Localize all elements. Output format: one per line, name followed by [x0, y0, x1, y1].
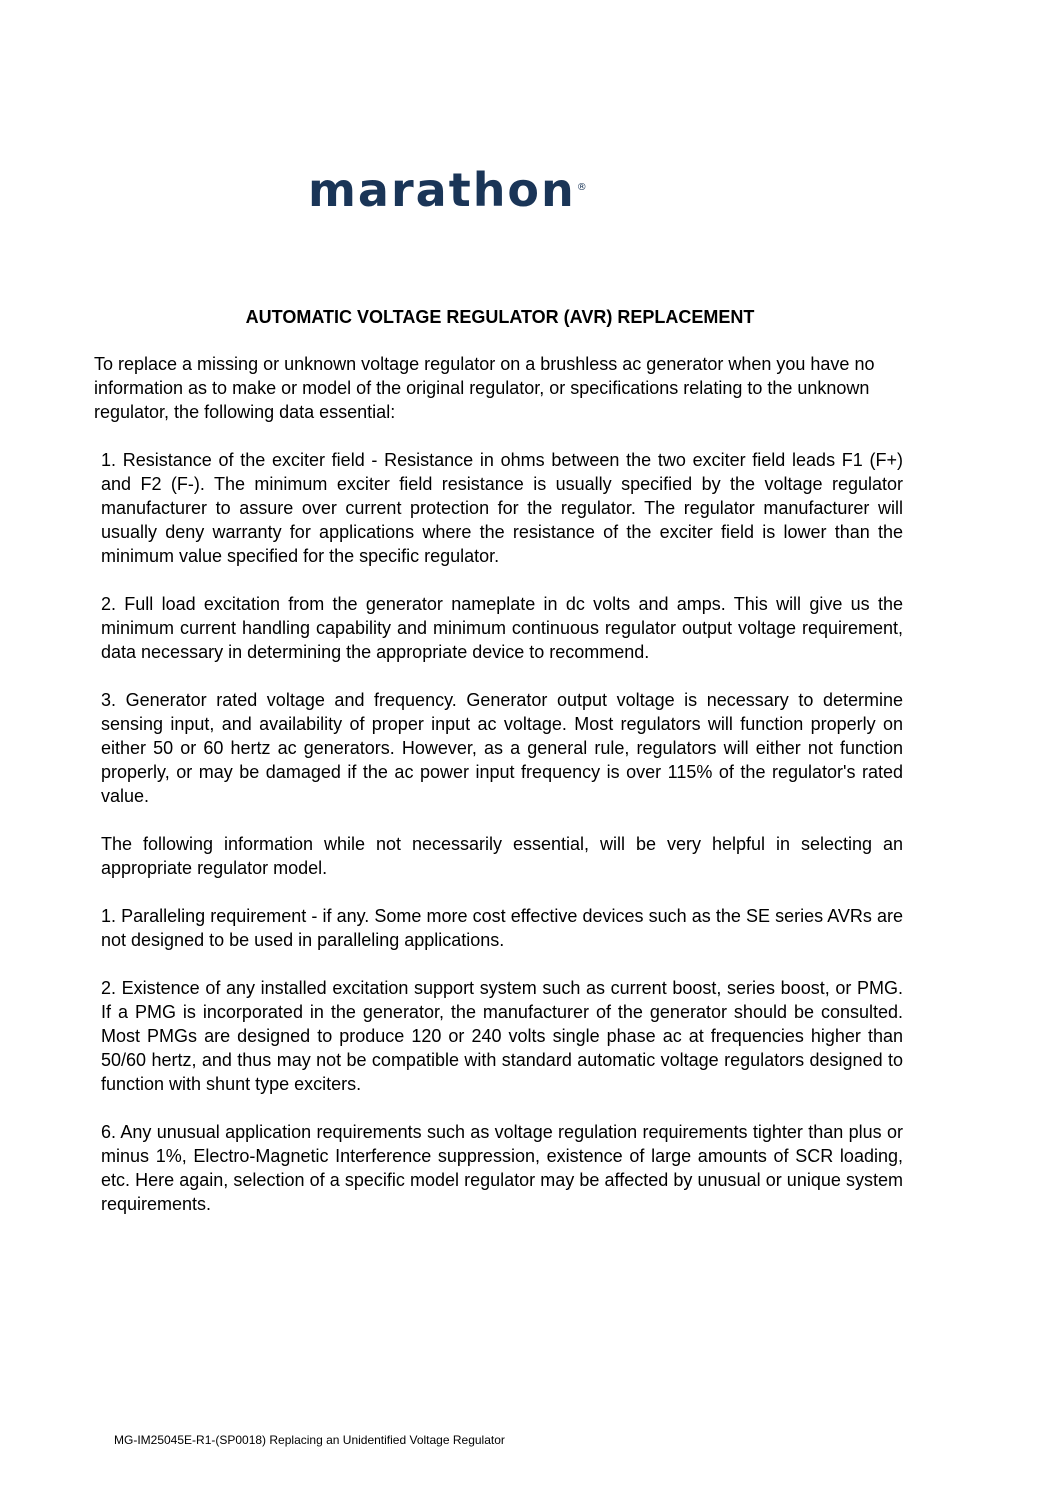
marathon-logo [308, 160, 587, 220]
paragraph-rated-voltage: 3. Generator rated voltage and frequency. Generator output voltage is necessary to determine sensing input, and availability of proper input ac voltage. Most regulators will function properly on either 50 or 60 hertz ac generators. However, as a general rule, regulators will either not function properly, or may be damaged if the ac power input frequency is over 115% of the regulator's rated value. [101, 690, 903, 806]
paragraph-full-load-excitation: 2. Full load excitation from the generator nameplate in dc volts and amps. This will give us the minimum current handling capability and minimum continuous regulator output voltage requirement, data necessary in determining the appropriate device to recommend. [101, 594, 903, 662]
logo-wordmark: marathon [308, 163, 576, 217]
paragraph-unusual-requirements: 6. Any unusual application requirements such as voltage regulation requirements tighter than plus or minus 1%, Electro-Magnetic Interference suppression, existence of large amounts of SCR loading, etc. Here again, selection of a specific model regulator may be affected by unusual or unique system requirements. [101, 1122, 903, 1214]
intro-paragraph: To replace a missing or unknown voltage regulator on a brushless ac generator when you have no information as to make or model of the original regulator, or specifications relating to the unknown regulator, the following data essential: [94, 354, 875, 422]
paragraph-helpful-info: The following information while not necessarily essential, will be very helpful in selecting an appropriate regulator model. [101, 834, 903, 878]
document-footer: MG-IM25045E-R1-(SP0018) Replacing an Unidentified Voltage Regulator [114, 1433, 505, 1447]
document-title: AUTOMATIC VOLTAGE REGULATOR (AVR) REPLACEMENT [245, 307, 755, 327]
paragraph-exciter-resistance: 1. Resistance of the exciter field - Resistance in ohms between the two exciter field leads F1 (F+) and F2 (F-). The minimum exciter field resistance is usually specified by the voltage regulator manufacturer to assure over current protection for the regulator. The regulator manufacturer will usually deny warranty for applications where the resistance of the exciter field is lower than the minimum value specified for the specific regulator. [101, 450, 903, 566]
registered-mark: ® [576, 182, 587, 193]
paragraph-excitation-support: 2. Existence of any installed excitation support system such as current boost, series boost, or PMG. If a PMG is incorporated in the generator, the manufacturer of the generator should be consulted. Most PMGs are designed to produce 120 or 240 volts single phase ac at frequencies higher than 50/60 hertz, and thus may not be compatible with standard automatic voltage regulators designed to function with shunt type exciters. [101, 978, 903, 1094]
paragraph-paralleling: 1. Paralleling requirement - if any. Some more cost effective devices such as the SE series AVRs are not designed to be used in paralleling applications. [101, 906, 903, 950]
